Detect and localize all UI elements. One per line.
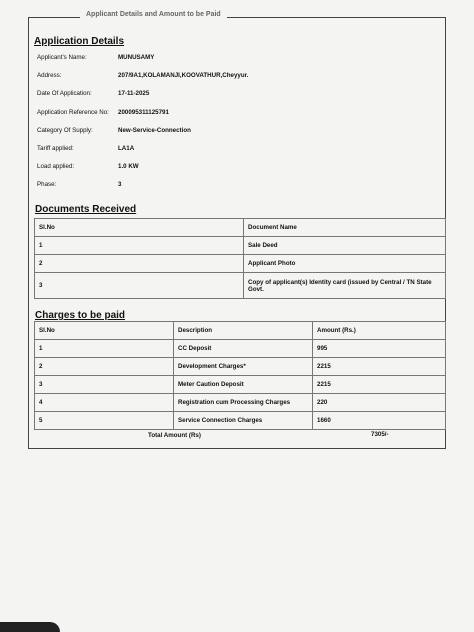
document-sl: 2 — [35, 255, 244, 273]
field-label-category: Category Of Supply: — [37, 127, 93, 134]
column-header: Document Name — [244, 219, 446, 237]
charges-heading: Charges to be paid — [35, 310, 126, 321]
charge-sl: 2 — [35, 358, 174, 376]
field-label-name: Applicant's Name: — [37, 54, 87, 61]
field-value-phase: 3 — [118, 181, 122, 188]
document-name: Applicant Photo — [244, 255, 446, 273]
field-value-category: New-Service-Connection — [118, 127, 191, 134]
table-row — [35, 376, 446, 394]
charge-sl: 3 — [35, 376, 174, 394]
field-label-date: Date Of Application: — [37, 90, 92, 97]
scan-shadow — [0, 622, 60, 632]
document-name: Sale Deed — [244, 237, 446, 255]
charges-table — [34, 321, 446, 430]
charge-amount: 995 — [313, 340, 446, 358]
total-amount-label: Total Amount (Rs) — [148, 432, 201, 439]
field-label-address: Address: — [37, 72, 62, 79]
charge-sl: 4 — [35, 394, 174, 412]
field-value-tariff: LA1A — [118, 145, 135, 152]
table-row — [35, 340, 446, 358]
table-header-row — [35, 219, 446, 237]
document-sl: 1 — [35, 237, 244, 255]
table-row — [35, 273, 446, 299]
table-row — [35, 255, 446, 273]
field-value-load: 1.0 KW — [118, 163, 139, 170]
application-details-heading: Application Details — [34, 36, 125, 47]
column-header: Description — [174, 322, 313, 340]
column-header: Sl.No — [35, 219, 244, 237]
field-value-date: 17-11-2025 — [118, 90, 150, 97]
field-value-reference: 200095311125791 — [118, 109, 169, 116]
charge-description: Development Charges* — [174, 358, 313, 376]
field-label-load: Load applied: — [37, 163, 75, 170]
table-row — [35, 394, 446, 412]
charge-sl: 5 — [35, 412, 174, 430]
charge-amount: 220 — [313, 394, 446, 412]
documents-heading: Documents Received — [35, 204, 137, 215]
charge-amount: 2215 — [313, 376, 446, 394]
column-header: Sl.No — [35, 322, 174, 340]
charge-description: Registration cum Processing Charges — [174, 394, 313, 412]
charge-amount: 1660 — [313, 412, 446, 430]
charge-description: Meter Caution Deposit — [174, 376, 313, 394]
documents-table — [34, 218, 446, 299]
table-row — [35, 237, 446, 255]
table-row — [35, 358, 446, 376]
table-row — [35, 412, 446, 430]
charge-description: CC Deposit — [174, 340, 313, 358]
total-amount-value: 7305/- — [371, 431, 389, 438]
column-header: Amount (Rs.) — [313, 322, 446, 340]
charge-sl: 1 — [35, 340, 174, 358]
document-name: Copy of applicant(s) Identity card (issued by Central / TN State Govt. — [244, 273, 446, 299]
field-label-phase: Phase: — [37, 181, 57, 188]
charge-description: Service Connection Charges — [174, 412, 313, 430]
frame-title: Applicant Details and Amount to be Paid — [80, 11, 227, 18]
field-label-tariff: Tariff applied: — [37, 145, 74, 152]
field-value-name: MUNUSAMY — [118, 54, 155, 61]
table-header-row — [35, 322, 446, 340]
field-value-address: 207/9A1,KOLAMANJI,KOOVATHUR,Cheyyur. — [118, 72, 249, 79]
document-sl: 3 — [35, 273, 244, 299]
field-label-reference: Application Reference No: — [37, 109, 109, 116]
charge-amount: 2215 — [313, 358, 446, 376]
